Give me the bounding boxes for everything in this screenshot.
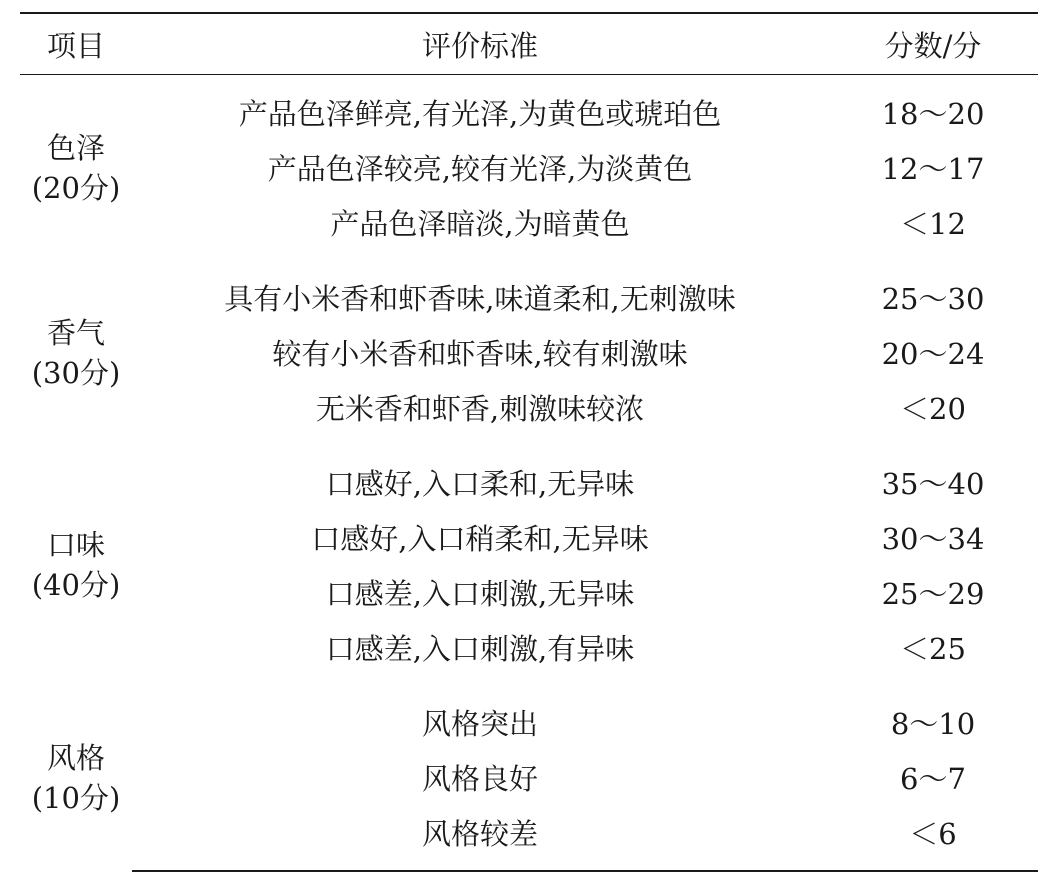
- score-cell: 30～34: [881, 522, 985, 556]
- criteria-cell: 无米香和虾香,刺激味较浓: [315, 392, 645, 426]
- score-cell: 35～40: [881, 467, 985, 501]
- table-row: [20, 75, 1038, 141]
- criteria-cell: 口感差,入口刺激,无异味: [325, 577, 635, 611]
- item-points: (20分): [31, 170, 121, 205]
- score-cell: 12～17: [881, 152, 985, 186]
- score-cell: 25～30: [881, 282, 985, 316]
- criteria-cell: 产品色泽较亮,较有光泽,为淡黄色: [267, 152, 693, 186]
- criteria-cell: 风格突出: [421, 707, 538, 741]
- criteria-cell: 口感好,入口柔和,无异味: [325, 467, 635, 501]
- score-cell: ＜6: [828, 805, 1038, 871]
- score-cell: 20～24: [881, 337, 985, 371]
- score-cell: ＜25: [900, 632, 966, 666]
- table-body: [20, 75, 1038, 872]
- criteria-cell: 口感差,入口刺激,有异味: [325, 632, 635, 666]
- item-points: (40分): [31, 568, 121, 602]
- criteria-cell: 较有小米香和虾香味,较有刺激味: [272, 337, 688, 371]
- score-cell: 6～7: [900, 762, 966, 796]
- score-cell: ＜12: [900, 207, 966, 241]
- table-row: [20, 685, 1038, 750]
- sensory-evaluation-table: [20, 12, 1038, 872]
- item-cell-color: [20, 75, 132, 261]
- criteria-cell: 产品色泽鲜亮,有光泽,为黄色或琥珀色: [238, 97, 722, 131]
- criteria-cell: 具有小米香和虾香味,味道柔和,无刺激味: [224, 282, 736, 316]
- table-header: [20, 13, 1038, 75]
- evaluation-table-container: [20, 12, 1038, 872]
- header-criteria: 评价标准: [421, 28, 538, 63]
- item-name: 色泽: [46, 130, 105, 165]
- table-row: [20, 195, 1038, 260]
- criteria-cell: 风格良好: [421, 762, 538, 796]
- table-row: [20, 510, 1038, 565]
- table-row: [20, 140, 1038, 195]
- table-row: [20, 620, 1038, 685]
- criteria-cell: 风格较差: [132, 805, 828, 871]
- criteria-cell: 产品色泽暗淡,为暗黄色: [330, 207, 630, 241]
- score-cell: 25～29: [881, 577, 985, 611]
- score-cell: 18～20: [881, 97, 985, 131]
- item-points: (10分): [31, 781, 121, 815]
- table-row: [20, 565, 1038, 620]
- item-points: (30分): [31, 355, 121, 390]
- table-row: [20, 750, 1038, 805]
- score-cell: ＜20: [900, 392, 966, 426]
- table-row: [20, 325, 1038, 380]
- item-name: 香气: [46, 315, 105, 350]
- item-cell-style: [20, 685, 132, 871]
- criteria-cell: 口感好,入口稍柔和,无异味: [311, 522, 649, 556]
- table-row: [20, 445, 1038, 510]
- table-row: [20, 260, 1038, 325]
- header-item: 项目: [46, 28, 105, 63]
- score-cell: 8～10: [890, 707, 976, 741]
- item-cell-taste: [20, 445, 132, 685]
- item-name: 风格: [46, 741, 105, 775]
- table-row: [20, 805, 1038, 871]
- item-cell-aroma: [20, 260, 132, 445]
- item-name: 口味: [46, 528, 105, 562]
- header-score: 分数/分: [884, 28, 982, 63]
- header-row: [20, 13, 1038, 75]
- table-row: [20, 380, 1038, 445]
